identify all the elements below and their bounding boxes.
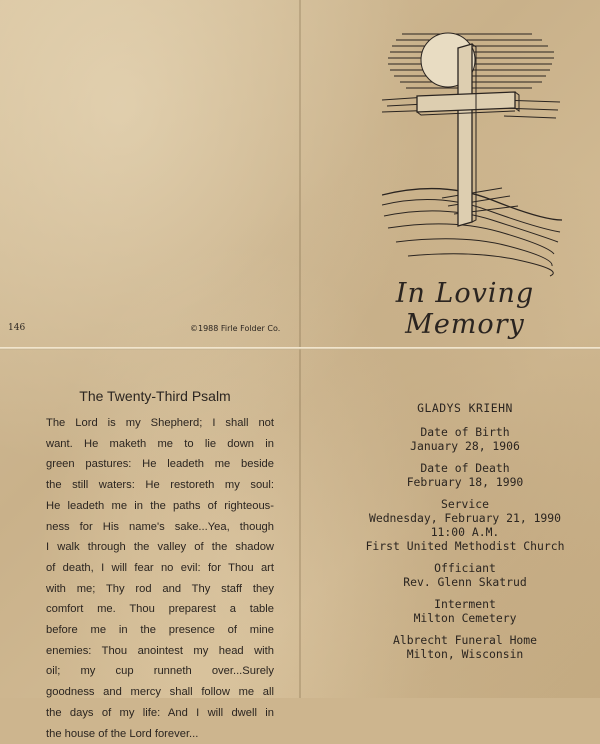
psalm-text <box>46 413 274 744</box>
funeral-home-name: Albrecht Funeral Home <box>392 633 537 647</box>
psalm-line: of death, I will fear no evil: for Thou art <box>46 561 274 574</box>
birth-block <box>330 425 600 453</box>
psalm-line: the still waters: He restoreth my soul: <box>46 479 274 492</box>
birth-date: January 28, 1906 <box>410 439 520 453</box>
psalm-line: enemies: Thou anointest my head with <box>46 644 274 657</box>
cross-illustration <box>382 20 562 280</box>
officiant-block <box>330 561 600 589</box>
psalm-line: goodness and mercy shall follow me all <box>46 686 274 699</box>
psalm-line: before me in the presence of mine <box>46 624 274 637</box>
funeral-home-block <box>330 633 600 661</box>
psalm-title: The Twenty-Third Psalm <box>79 388 231 404</box>
copyright-notice: ©1988 Firle Folder Co. <box>190 324 281 333</box>
psalm-line: with me; Thy rod and Thy staff they <box>46 582 274 595</box>
deceased-name: GLADYS KRIEHN <box>417 401 513 415</box>
psalm-line: I walk through the valley of the shadow <box>46 541 274 554</box>
psalm-line: The Lord is my Shepherd; I shall not <box>46 417 274 429</box>
service-place: First United Methodist Church <box>365 539 565 553</box>
horizontal-fold <box>0 347 600 350</box>
psalm-line: the days of my life: And I will dwell in <box>46 706 274 719</box>
death-date: February 18, 1990 <box>406 475 524 489</box>
psalm-line: oil; my cup runneth over...Surely <box>46 665 274 678</box>
funeral-home-city: Milton, Wisconsin <box>406 647 524 661</box>
service-details <box>330 401 600 669</box>
service-label: Service <box>440 497 489 511</box>
psalm-line: He leadeth me in the paths of righteous- <box>46 499 274 512</box>
officiant-name: Rev. Glenn Skatrud <box>403 575 527 589</box>
psalm-line: want. He maketh me to lie down in <box>46 437 274 450</box>
interment-label: Interment <box>434 597 496 611</box>
officiant-label: Officiant <box>434 561 496 575</box>
page-number: 146 <box>8 323 26 333</box>
death-label: Date of Death <box>420 461 510 475</box>
psalm-line: comfort me. Thou preparest a table <box>46 603 274 616</box>
interment-place: Milton Cemetery <box>413 611 517 625</box>
memorial-title: In Loving Memory <box>395 278 535 340</box>
death-block <box>330 461 600 489</box>
psalm-line: ness for His name's sake...Yea, though <box>46 520 274 533</box>
interment-block <box>330 597 600 625</box>
service-date: Wednesday, February 21, 1990 <box>368 511 562 525</box>
psalm-line: the house of the Lord forever... <box>46 727 199 740</box>
psalm-line: green pastures: He leadeth me beside <box>46 458 274 471</box>
service-block <box>330 497 600 553</box>
service-time: 11:00 A.M. <box>430 525 500 539</box>
birth-label: Date of Birth <box>420 425 510 439</box>
